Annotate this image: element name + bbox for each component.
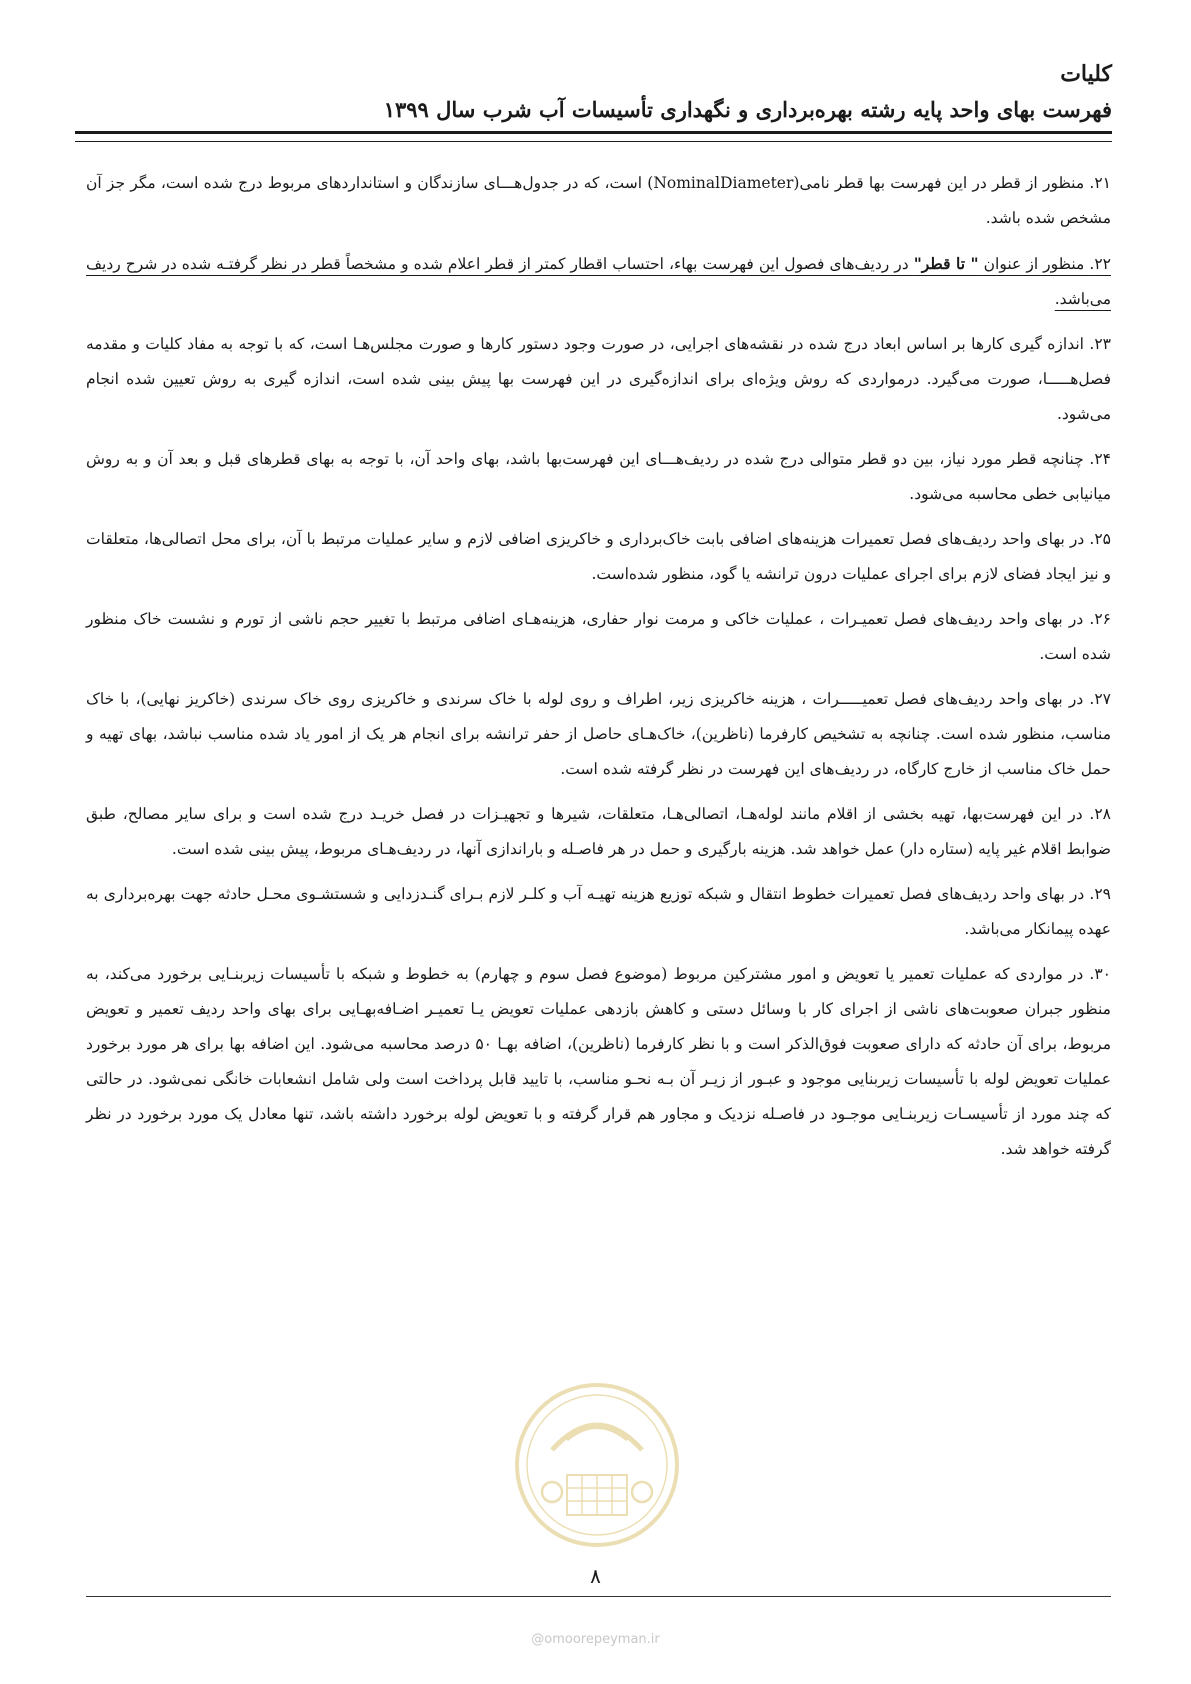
paragraph-number: ۲۸.	[1089, 805, 1111, 823]
page-header	[75, 58, 1112, 126]
paragraph-number: ۲۳.	[1089, 335, 1111, 353]
paragraph-text: ) است، که در جدول‌هـــای سازندگان و استانداردهای مربوط درج شده است، مگر جز آن مشخص شده باشد.	[86, 174, 1111, 227]
paragraph-number: ۲۵.	[1089, 530, 1111, 548]
paragraph-text: در ردیف‌های فصول این فهرست بهاء، احتساب اقطار کمتر از قطر اعلام شده و مشخصاً قطر در نظر گرفتـه شده در شرح ردیف می‌باشد.	[86, 255, 1111, 308]
paragraph-number: ۲۶.	[1089, 610, 1111, 628]
page-number: ۸	[590, 1564, 601, 1588]
paragraph-29	[86, 877, 1111, 947]
paragraph-text: در این فهرست‌بها، تهیه بخشی از اقلام مانند لوله‌هـا، اتصالی‌هـا، متعلقات، شیرها و تجهیـزات در فصل خریـد درج شده است و برای سایر مصالح، طبق ضوابط اقلام غیر پایه (ستاره دار) عمل خواهد شد. هزینه بارگیری و حمل در هر فاصـله و باراندازی آنها، در ردیف‌هـای مربوط، پیش بینی شده است.	[86, 805, 1111, 858]
latin-term: NominalDiameter	[653, 174, 794, 192]
site-watermark: @omoorepeyman.ir	[531, 1632, 660, 1647]
paragraph-23	[86, 327, 1111, 432]
paragraph-26	[86, 602, 1111, 672]
paragraph-number: ۲۴.	[1089, 450, 1111, 468]
paragraph-21	[86, 166, 1111, 236]
paragraph-text: در بهای واحد ردیف‌های فصل تعمیرات هزینه‌های اضافی بابت خاک‌برداری و خاکریزی اضافی لازم و سایر عملیات مرتبط با آن، برای محل اتصالی‌ها، متعلقات و نیز ایجاد فضای لازم برای اجرای عملیات درون ترانشه یا گود، منظور شده‌است.	[86, 530, 1111, 583]
paragraph-number: ۲۷.	[1089, 690, 1111, 708]
seal-logo-icon	[512, 1380, 682, 1550]
paragraph-30	[86, 957, 1111, 1167]
document-body	[86, 166, 1111, 1177]
paragraph-text: چنانچه قطر مورد نیاز، بین دو قطر متوالی درج شده در ردیف‌هـــای این فهرست‌بها باشد، بهای واحد آن، با توجه به بهای قطرهای قبل و بعد آن و به روش میانیابی خطی محاسبه می‌شود.	[86, 450, 1111, 503]
paragraph-25	[86, 522, 1111, 592]
section-title: کلیات	[1060, 61, 1112, 87]
paragraph-text: اندازه گیری کارها بر اساس ابعاد درج شده در نقشه‌های اجرایی، در صورت وجود دستور کارها و صورت مجلس‌هـا است، که با توجه به مفاد کلیات و مقدمه فصل‌هـــــا، صورت می‌گیرد. درمواردی که روش ویژه‌ای برای اندازه‌گیری در این فهرست بها پیش بینی شده است، اندازه گیری به روش تعیین شده انجام می‌شود.	[86, 335, 1111, 423]
header-double-rule	[75, 131, 1112, 142]
paragraph-text: در مواردی که عملیات تعمیر یا تعویض و امور مشترکین مربوط (موضوع فصل سوم و چهارم) به خطوط و شبکه با تأسیسات زیربنـایی برخورد می‌کند، به منظور جبران صعوبت‌های ناشی از اجرای کار با وسائل دستی و کاهش بازدهی عملیات تعویض یـا تعمیـر اضـافه‌بهـایی برای بهای واحد ردیف تعمیر و تعویض مربوط، برای آن حادثه که دارای صعوبت فوق‌الذکر است و با نظر کارفرما (ناظرین)، اضافه بهـا ۵۰ درصد محاسبه می‌شود. این اضافه بها برای هر مورد برخورد عملیات تعویض لوله با تأسیسات زیربنایی موجود و عبـور از زیـر آن بـه نحـو مناسب، با تایید قابل پرداخت است ولی شامل انشعابات خانگی نمی‌شود. در حالتی که چند مورد از تأسیسـات زیربنـایی موجـود در فاصـله نزدیک و مجاور هم قرار گرفته و با تعویض لوله برخورد داشته باشد، تنها معادل یک مورد برخورد در نظر گرفته خواهد شد.	[86, 965, 1111, 1158]
paragraph-text: در بهای واحد ردیف‌های فصل تعمیرات خطوط انتقال و شبکه توزیع هزینه تهیـه آب و کلـر لازم بـرای گنـدزدایی و شستشـوی محـل حادثه جهت بهره‌برداری به عهده پیمانکار می‌باشد.	[86, 885, 1111, 938]
paragraph-24	[86, 442, 1111, 512]
paragraph-text: در بهای واحد ردیف‌های فصل تعمیـــــرات ، هزینه خاکریزی زیر، اطراف و روی لوله با خاک سرندی و خاکریزی روی خاک سرندی (خاکریز نهایی)، با خاک مناسب، منظور شده است. چنانچه به تشخیص کارفرما (ناظرین)، خاک‌هـای حاصل از حفر ترانشه برای انجام هر یک از امور یاد شده مناسب نباشد، بهای تهیه و حمل خاک مناسب از خارج کارگاه، در ردیف‌های این فهرست در نظر گرفته شده است.	[86, 690, 1111, 778]
document-title: فهرست بهای واحد پایه رشته بهره‌برداری و نگهداری تأسیسات آب شرب سال ۱۳۹۹	[383, 97, 1112, 122]
paragraph-number: ۳۰.	[1089, 965, 1111, 983]
paragraph-text: در بهای واحد ردیف‌های فصل تعمیـرات ، عملیات خاکی و مرمت نوار حفاری، هزینه‌هـای اضافی مرتبط با تغییر حجم ناشی از تورم و نشست خاک منظور شده است.	[86, 610, 1111, 663]
paragraph-28	[86, 797, 1111, 867]
paragraph-text: منظور از قطر در این فهرست بها قطر نامی(	[793, 174, 1090, 192]
paragraph-number: ۲۹.	[1089, 885, 1111, 903]
paragraph-number: ۲۱.	[1089, 174, 1111, 192]
paragraph-22	[86, 246, 1111, 317]
quoted-term: " تا قطر"	[913, 254, 979, 273]
paragraph-number: ۲۲.	[1089, 255, 1111, 273]
footer-rule	[86, 1596, 1111, 1597]
paragraph-text: منظور از عنوان	[978, 255, 1090, 273]
paragraph-27	[86, 682, 1111, 787]
